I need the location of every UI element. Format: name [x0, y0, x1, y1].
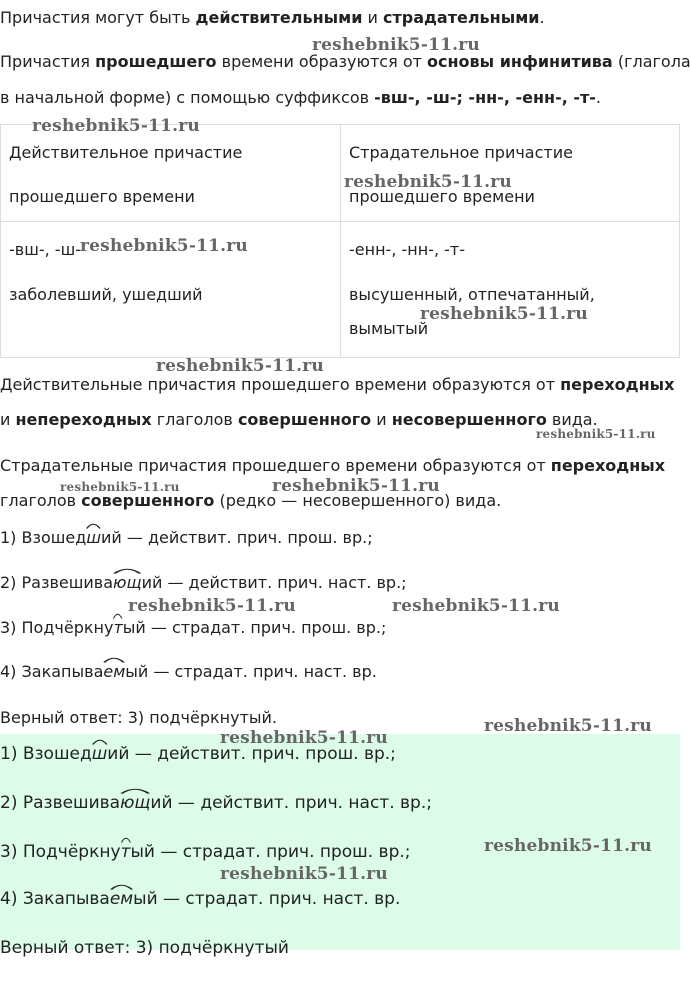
highlight-option-1: 1) Взошед ший — действит. прич. прош. вр.; [0, 744, 396, 764]
watermark: reshebnik5-11.ru [220, 728, 388, 748]
table-suffix-active: -вш-, -ш- [9, 240, 81, 259]
suffix-arc-icon [113, 566, 142, 574]
suffix-arc-icon [103, 655, 125, 663]
watermark: reshebnik5-11.ru [484, 836, 652, 856]
intro-line-3: в начальной форме) с помощью суффиксов -вш-, -ш-; -нн-, -енн-, -т-. [0, 88, 602, 107]
watermark: reshebnik5-11.ru [344, 172, 512, 192]
suffix-arc-icon [120, 786, 150, 794]
watermark: reshebnik5-11.ru [312, 35, 480, 55]
answer-text: Верный ответ: 3) подчёркнутый. [0, 708, 278, 727]
table-header-active-line1: Действительное причастие [9, 143, 243, 162]
option-2: 2) Развешива ющий — действит. прич. наст. вр.; [0, 573, 407, 593]
table-header-active [1, 125, 341, 222]
para3-line-2: глаголов совершенного (редко — несовершенного) вида. [0, 491, 502, 510]
para2-line-2: и непереходных глаголов совершенного и несовершенного вида. [0, 410, 598, 429]
table-header-passive-line1: Страдательное причастие [349, 143, 573, 162]
highlight-option-4: 4) Закапыва емый — страдат. прич. наст. вр. [0, 889, 400, 909]
watermark: reshebnik5-11.ru [484, 716, 652, 736]
watermark: reshebnik5-11.ru [272, 476, 440, 496]
option-3: 3) Подчёркну тый — страдат. прич. прош. вр.; [0, 618, 386, 638]
watermark: reshebnik5-11.ru [536, 427, 656, 441]
watermark: reshebnik5-11.ru [60, 480, 180, 494]
suffix-arc-icon [110, 882, 133, 890]
table-cell-passive [341, 222, 680, 358]
highlight-option-3: 3) Подчёркну тый — страдат. прич. прош. вр.; [0, 842, 411, 862]
option-1: 1) Взошед ший — действит. прич. прош. вр.; [0, 528, 373, 548]
suffix-arc-icon [86, 521, 101, 529]
option-4: 4) Закапыва емый — страдат. прич. наст. вр. [0, 662, 377, 682]
watermark: reshebnik5-11.ru [128, 596, 296, 616]
para2-line-1: Действительные причастия прошедшего времени образуются от переходных [0, 375, 675, 394]
table-example-passive-line2: вымытый [349, 319, 429, 338]
intro-line-2: Причастия прошедшего времени образуются от основы инфинитива (глагола [0, 52, 691, 71]
suffix-arc-icon [113, 611, 122, 619]
watermark: reshebnik5-11.ru [156, 356, 324, 376]
intro-line-1: Причастия могут быть действительными и страдательными. [0, 8, 545, 27]
watermark: reshebnik5-11.ru [80, 236, 248, 256]
answer-cut-clip [0, 936, 680, 958]
table-example-passive-line1: высушенный, отпечатанный, [349, 285, 595, 304]
para3-line-1: Страдательные причастия прошедшего времени образуются от переходных [0, 456, 666, 475]
highlight-answer-text: Верный ответ: 3) подчёркнутый [0, 938, 289, 958]
watermark: reshebnik5-11.ru [392, 596, 560, 616]
watermark: reshebnik5-11.ru [420, 304, 588, 324]
table-header-active-line2: прошедшего времени [9, 187, 195, 206]
suffix-arc-icon [121, 835, 131, 843]
table-header-passive-line2: прошедшего времени [349, 187, 535, 206]
highlight-option-2: 2) Развешива ющий — действит. прич. наст. вр.; [0, 793, 432, 813]
watermark: reshebnik5-11.ru [220, 864, 388, 884]
suffix-arc-icon [92, 737, 108, 745]
table-example-active: заболевший, ушедший [9, 285, 203, 304]
table-suffix-passive: -енн-, -нн-, -т- [349, 240, 465, 259]
watermark: reshebnik5-11.ru [32, 116, 200, 136]
